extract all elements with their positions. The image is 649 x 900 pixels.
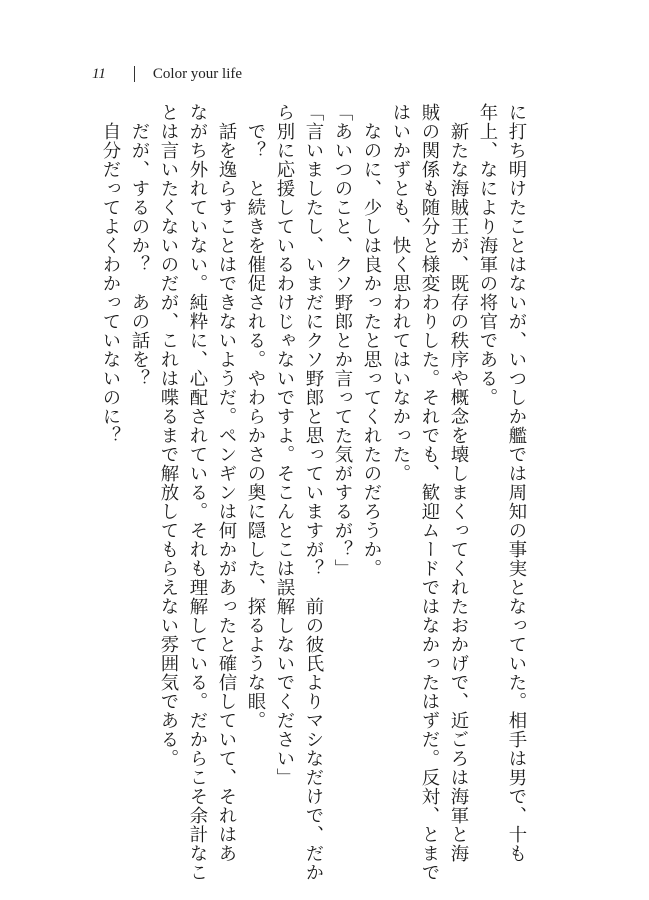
text-line: はいかずとも、快く思われてはいなかった。 xyxy=(390,103,411,483)
text-line: 「あいつのこと、クソ野郎とか言ってた気がするが？」 xyxy=(332,103,353,578)
vertical-body-text xyxy=(96,103,531,882)
running-title: Color your life xyxy=(152,65,243,82)
text-line: ながち外れていない。純粋に、心配されている。それも理解している。だからこそ余計なこ xyxy=(187,103,208,882)
text-line: に打ち明けたことはないが、いつしか艦では周知の事実となっていた。相手は男で、十も xyxy=(506,103,527,863)
text-line: で？ と続きを催促される。やわらかさの奥に隠した、探るような眼。 xyxy=(245,103,266,730)
text-line: とは言いたくないのだが、これは喋るまで解放してもらえない雰囲気である。 xyxy=(158,103,179,768)
page-number: 11 xyxy=(92,65,106,82)
text-line: ら別に応援しているわけじゃないですよ。そこんとこは誤解しないでください」 xyxy=(274,103,295,787)
text-line: 自分だってよくわかっていないのに？ xyxy=(100,103,121,445)
text-line: 話を逸らすことはできないようだ。ペンギンは何かがあったと確信していて、それはあ xyxy=(216,103,237,863)
text-line: なのに、少しは良かったと思ってくれたのだろうか。 xyxy=(361,103,382,578)
text-line: 年上、なにより海軍の将官である。 xyxy=(477,103,498,407)
header-separator xyxy=(134,66,135,82)
text-line: 新たな海賊王が、既存の秩序や概念を壊しまくってくれたおかげで、近ごろは海軍と海 xyxy=(448,103,469,863)
text-line: 賊の関係も随分と様変わりした。それでも、歓迎ムードではなかったはずだ。反対、とまで xyxy=(419,103,440,882)
text-line: だが、するのか？ あの話を？ xyxy=(129,103,150,388)
text-line: 「言いましたし、いまだにクソ野郎と思っていますが？ 前の彼氏よりマシなだけで、だか xyxy=(303,103,324,882)
running-header xyxy=(92,64,242,84)
